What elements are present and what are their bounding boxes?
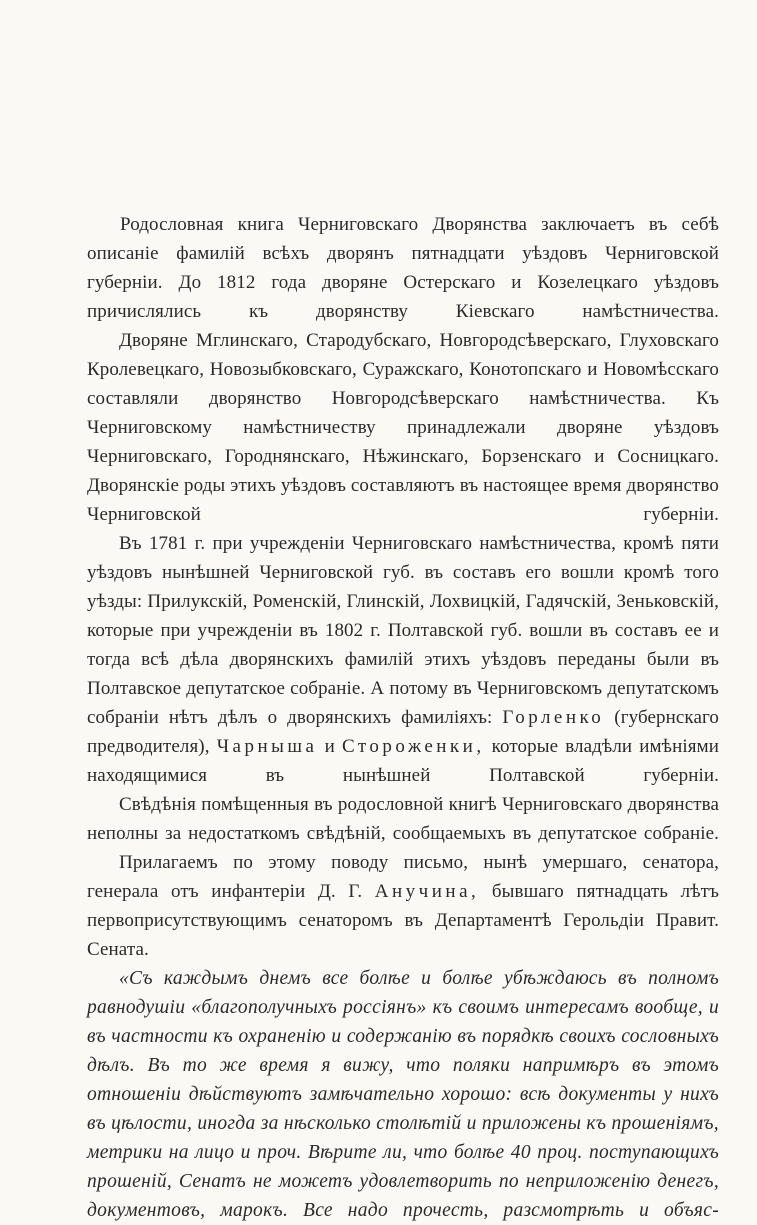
paragraph-5-tail: бывшаго пятнадцать лѣтъ первоприсутствующимъ сенаторомъ въ Департаментѣ Герольдіи Правит. Сената. xyxy=(87,881,719,960)
surname-gorlenko: Горленко xyxy=(502,707,605,728)
paragraph-4-text: Свѣдѣнія помѣщенныя въ родословной книгѣ Черниговскаго дворянства неполны за недостаткомъ свѣдѣній, сообщаемыхъ въ депутатское собраніе. xyxy=(87,794,719,844)
paragraph-3-mid: (губернскаго предводителя), xyxy=(87,707,719,757)
surname-charnysh: Чарныша xyxy=(216,736,318,757)
surname-anuchin: Анучина, xyxy=(374,881,480,902)
paragraph-2-text: Дворяне Мглинскаго, Стародубскаго, Новгородсѣверскаго, Глуховскаго Кролевецкаго, Новозыбковскаго, Суражскаго, Конотопскаго и Новомѣсскаго составляли дворянство Новгородсѣверскаго намѣстничества. Къ Черниговскому намѣстничеству принадлежали дворяне уѣздовъ Черниговскаго, Городнянскаго, Нѣжинскаго, Борзенскаго и Сосницкаго. Дворянскіе роды этихъ уѣздовъ составляютъ въ настоящее время дворянство Черниговской губерніи. xyxy=(87,330,719,525)
paragraph-2 xyxy=(87,326,719,529)
paragraph-3-tail: которые владѣли имѣніями находящимися въ нынѣшней Полтавской губерніи. xyxy=(87,736,719,786)
surname-storozhenko: Стороженки, xyxy=(341,736,485,757)
paragraph-3-text: Въ 1781 г. при учрежденіи Черниговскаго намѣстничества, кромѣ пяти уѣздовъ нынѣшней Черниговской губ. въ составъ его вошли кромѣ того уѣзды: Прилукскій, Роменскій, Глинскій, Лохвицкій, Гадячскій, Зеньковскій, которые при учрежденіи въ 1802 г. Полтавской губ. вошли въ составъ ее и тогда всѣ дѣла дворянскихъ фамилій этихъ уѣздовъ переданы были въ Полтавское депутатское собраніе. А потому въ Черниговскомъ депутатскомъ собраніи нѣтъ дѣлъ о дворянскихъ фамиліяхъ: xyxy=(87,533,719,728)
paragraph-1-text: Родословная книга Черниговскаго Дворянства заключаетъ въ себѣ описаніе фамилій всѣхъ дворянъ пятнадцати уѣздовъ Черниговской губерніи. До 1812 года дворяне Остерскаго и Козелецкаго уѣздовъ причислялись къ дворянству Кіевскаго намѣстничества. xyxy=(87,214,719,322)
quoted-letter xyxy=(87,964,719,1225)
paragraph-5-text: Прилагаемъ по этому поводу письмо, нынѣ умершаго, сенатора, генерала отъ инфантеріи Д. Г. xyxy=(87,852,719,902)
paragraph-4 xyxy=(87,790,719,848)
paragraph-3 xyxy=(87,529,719,790)
quoted-letter-text: «Съ каждымъ днемъ все болѣе и болѣе убѣждаюсь въ полномъ равнодушіи «благополучныхъ россіянъ» къ своимъ интересамъ вообще, и въ частности къ охраненію и содержанію въ порядкѣ своихъ сословныхъ дѣлъ. Въ то же время я вижу, что поляки напримѣръ въ этомъ отношеніи дѣйствуютъ замѣчательно хорошо: всѣ документы у нихъ въ цѣлости, иногда за нѣсколько столѣтій и приложены къ прошеніямъ, метрики на лицо и проч. Вѣрите ли, что болѣе 40 проц. поступающихъ прошеній, Сенатъ не можетъ удовлетворить по неприложенію денегъ, документовъ, марокъ. Все надо прочесть, разсмотрѣть и объяс- xyxy=(87,968,719,1221)
paragraph-1 xyxy=(87,210,719,326)
paragraph-5 xyxy=(87,848,719,964)
paragraph-3-and: и xyxy=(324,736,335,757)
